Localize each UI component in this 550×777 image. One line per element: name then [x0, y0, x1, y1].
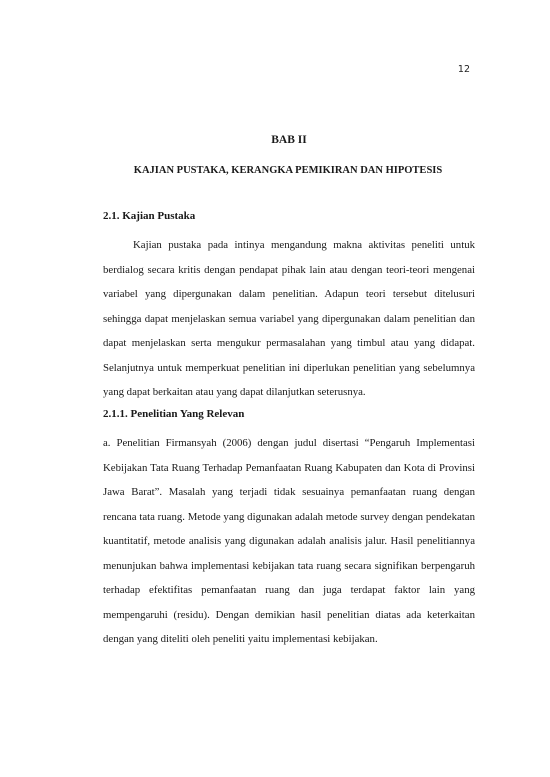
section-body-kajian-pustaka: Kajian pustaka pada intinya mengandung makna aktivitas peneliti untuk berdialog secara kritis dengan pendapat pihak lain atau dengan teori-teori mengenai variabel yang dipergunakan dalam penelitian. Adapun teori tersebut ditelusuri sehingga dapat menjelaskan semua variabel yang dipergunakan dalam penelitian dan dapat menjelaskan serta mengukur permasalahan yang timbul atau yang didapat. Selanjutnya untuk memperkuat penelitian ini diperlukan penelitian yang sebelumnya yang dapat berkaitan atau yang dapat dilanjutkan seterusnya.	[103, 239, 475, 398]
section-heading-penelitian-relevan: 2.1.1. Penelitian Yang Relevan	[103, 408, 245, 420]
chapter-title: KAJIAN PUSTAKA, KERANGKA PEMIKIRAN DAN HIPOTESIS	[133, 165, 443, 176]
section-body-penelitian-relevan: a. Penelitian Firmansyah (2006) dengan judul disertasi “Pengaruh Implementasi Kebijakan Tata Ruang Terhadap Pemanfaatan Ruang Kabupaten dan Kota di Provinsi Jawa Barat”. Masalah yang terjadi tidak sesuainya pemanfaatan ruang dengan rencana tata ruang. Metode yang digunakan adalah metode survey dengan pendekatan kuantitatif, metode analisis yang digunakan adalah analisis jalur. Hasil penelitiannya menunjukan bahwa implementasi kebijakan tata ruang secara signifikan berpengaruh terhadap efektifitas pemanfaatan ruang dan juga terdapat faktor lain yang mempengaruhi (residu). Dengan demikian hasil penelitian diatas ada keterkaitan dengan yang diteliti oleh peneliti yaitu implementasi kebijakan.	[103, 437, 475, 645]
page-number: 12	[457, 64, 470, 75]
chapter-label: BAB II	[271, 134, 307, 146]
section-heading-kajian-pustaka: 2.1. Kajian Pustaka	[103, 210, 196, 222]
